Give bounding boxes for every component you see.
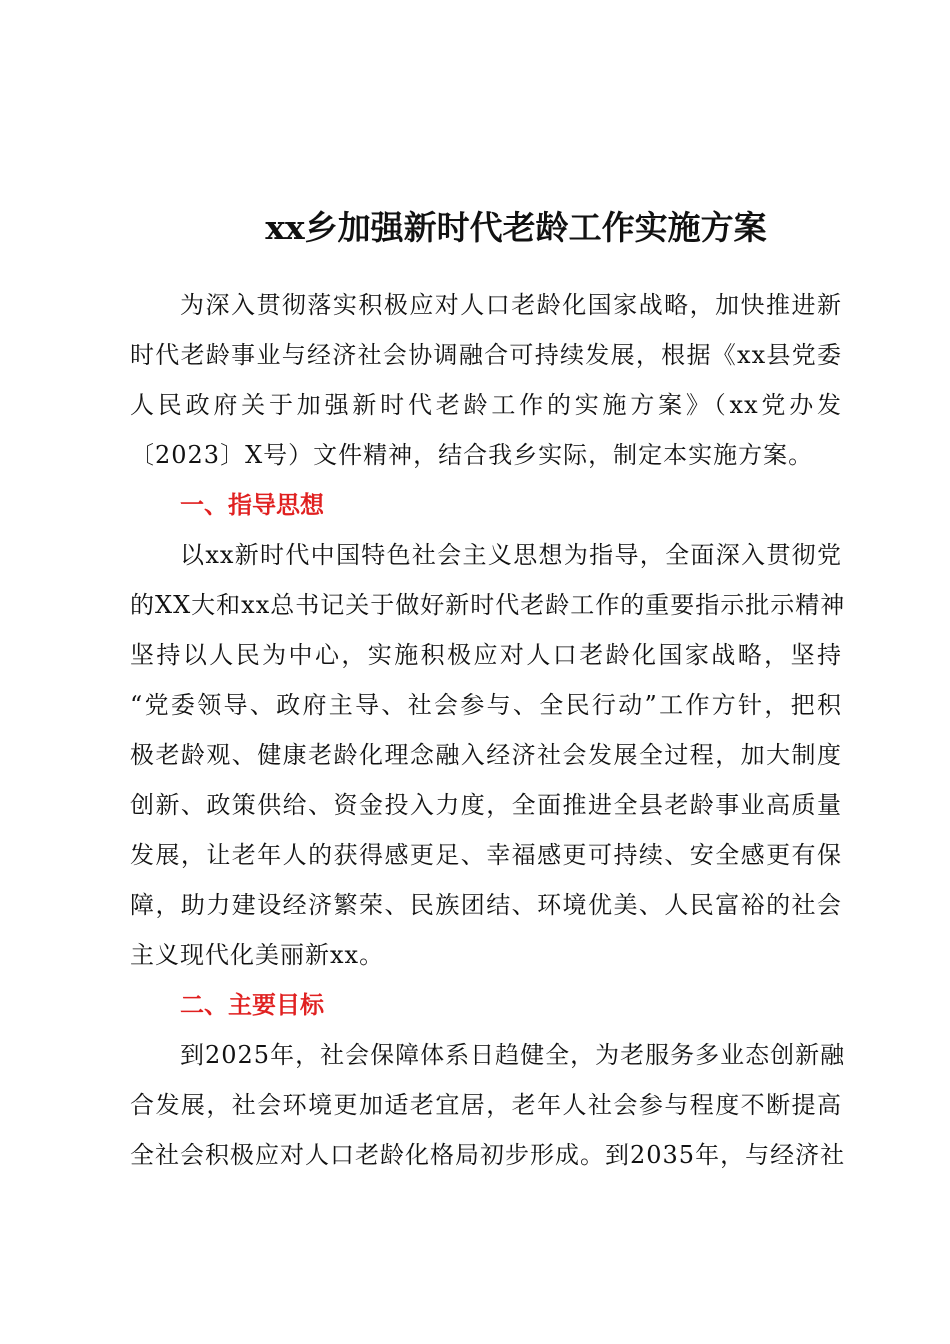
section-heading-guiding-ideology: 一、指导思想 xyxy=(180,491,324,519)
text-line: 时代老龄事业与经济社会协调融合可持续发展，根据《xx县党委 xyxy=(130,341,842,369)
text-line: 以xx新时代中国特色社会主义思想为指导，全面深入贯彻党 xyxy=(180,541,842,569)
text-line: 合发展，社会环境更加适老宜居，老年人社会参与程度不断提高 xyxy=(130,1091,842,1119)
section-heading-main-goals: 二、主要目标 xyxy=(180,991,324,1019)
text-line: 的XX大和xx总书记关于做好新时代老龄工作的重要指示批示精神 xyxy=(130,591,846,619)
text-line: 到2025年，社会保障体系日趋健全，为老服务多业态创新融 xyxy=(180,1041,846,1069)
text-line: 极老龄观、健康老龄化理念融入经济社会发展全过程，加大制度 xyxy=(130,741,842,769)
guiding-ideology-paragraph xyxy=(130,530,846,980)
text-line: 坚持以人民为中心，实施积极应对人口老龄化国家战略，坚持 xyxy=(130,641,842,669)
main-goals-paragraph xyxy=(130,1030,846,1180)
text-line: 主义现代化美丽新xx。 xyxy=(130,941,385,969)
document-title: xx乡加强新时代老龄工作实施方案 xyxy=(265,208,767,247)
text-line: 创新、政策供给、资金投入力度，全面推进全县老龄事业高质量 xyxy=(130,791,842,819)
text-line: 为深入贯彻落实积极应对人口老龄化国家战略，加快推进新 xyxy=(180,291,842,319)
text-line: 发展，让老年人的获得感更足、幸福感更可持续、安全感更有保 xyxy=(130,841,842,869)
text-line: 〔2023〕X号）文件精神，结合我乡实际，制定本实施方案。 xyxy=(130,441,814,469)
text-line: “党委领导、政府主导、社会参与、全民行动”工作方针，把积 xyxy=(130,691,842,719)
text-line: 全社会积极应对人口老龄化格局初步形成。到2035年，与经济社 xyxy=(130,1141,846,1169)
text-line: 障，助力建设经济繁荣、民族团结、环境优美、人民富裕的社会 xyxy=(130,891,842,919)
text-line: 人民政府关于加强新时代老龄工作的实施方案》（xx党办发 xyxy=(130,391,842,419)
document-body xyxy=(130,280,846,1180)
intro-paragraph xyxy=(130,280,842,480)
